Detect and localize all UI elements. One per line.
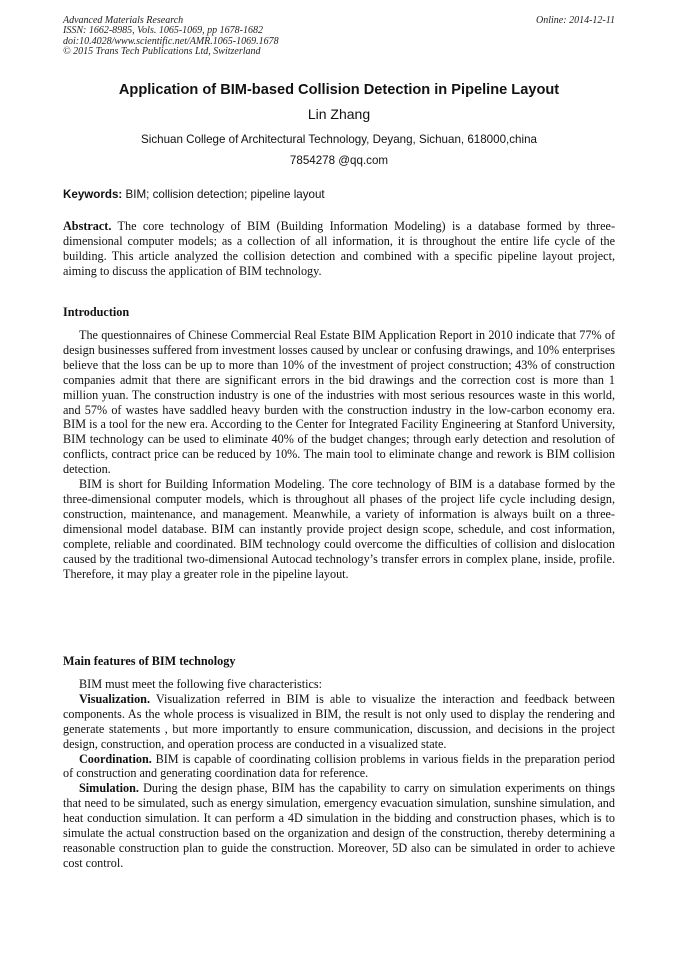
intro-paragraph-2: BIM is short for Building Information Modeling. The core technology of BIM is a database formed by the three-dimensional computer models, which is throughout all phases of the project life cycle including design, construction, maintenance, and management. Meanwhile, a variety of information is always built on a three-dimensional model database. BIM can instantly provide project design scope, schedule, and cost information, complete, reliable and coordinated. BIM technology could overcome the difficulties of collision and dislocation caused by the traditional two-dimensional Autocad technology’s transfer errors in complex plane, inside, profile. Therefore, it may play a greater role in the pipeline layout. <box>63 477 615 581</box>
copyright-line: © 2015 Trans Tech Publications Ltd, Switzerland <box>63 46 261 58</box>
simulation-text: During the design phase, BIM has the capability to carry on simulation experiments on things that need to be simulated, such as energy simulation, emergency evacuation simulation, sunshine simulation, and heat conduction simulation. It can perform a 4D simulation in the bidding and construction phases, which is to simulate the actual construction based on the organization and design of the construction, thereby determining a reasonable construction plan to guide the construction. Moreover, 5D also can be simulated in order to achieve cost control. <box>63 781 615 870</box>
visualization-text: Visualization referred in BIM is able to visualize the interaction and feedback between components. As the whole process is visualized in BIM, the result is not only used to display the rendering and generate statements , but more importantly to ensure communication, discussion, and decisions in the project design, construction, and operation process are conducted in a visualized state. <box>63 691 616 751</box>
author-email: 7854278 @qq.com <box>289 154 389 167</box>
author-name: Lin Zhang <box>307 106 371 122</box>
intro-paragraph-1: The questionnaires of Chinese Commercial Real Estate BIM Application Report in 2010 indicate that 77% of design businesses suffered from investment losses caused by unclear or confusing drawings, and 10% enterprises believe that the loss can be up to more than 10% of the investment of project construction; 43% of construction companies admit that there are significant errors in the bid drawings and the correction cost is more than 1 million yuan. The construction industry is one of the industries with most serious resources waste in this world, and 57% of wastes have saddled heavy burden with the construction industry in the low-carbon economy era. BIM is a tool for the new era. According to the Center for Integrated Facility Engineering at Stanford University, BIM technology can be used to eliminate 40% of the budget changes; through early detection and resolution of conflicts, contract price can be reduced by 10%. The main tool to eliminate change and rework is BIM collision detection. <box>63 328 615 477</box>
doi-line: doi:10.4028/www.scientific.net/AMR.1065-1069.1678 <box>63 35 279 47</box>
abstract-section <box>63 219 615 279</box>
online-date: Online: 2014-12-11 <box>536 15 615 26</box>
journal-name: Advanced Materials Research <box>63 15 184 26</box>
simulation-label: Simulation. <box>79 781 139 796</box>
introduction-section <box>63 328 615 581</box>
issn-line: ISSN: 1662-8985, Vols. 1065-1069, pp 1678-1682 <box>63 25 263 37</box>
journal-header <box>63 16 279 58</box>
visualization-label: Visualization. <box>79 691 150 706</box>
keywords-text: BIM; collision detection; pipeline layout <box>125 188 325 201</box>
abstract-label: Abstract. <box>63 219 112 233</box>
paper-title: Application of BIM-based Collision Detection in Pipeline Layout <box>118 82 560 98</box>
coordination-label: Coordination. <box>79 751 152 766</box>
coordination-paragraph <box>63 752 615 782</box>
features-section <box>63 677 615 871</box>
abstract-text: The core technology of BIM (Building Information Modeling) is a database formed by three-dimensional computer models; as a collection of all information, it is throughout the entire life cycle of the building. This article analyzed the collision detection and combined with a specific pipeline layout project, aiming to discuss the application of BIM technology. <box>63 219 615 278</box>
visualization-paragraph <box>63 692 615 752</box>
keywords-label: Keywords: <box>63 188 123 201</box>
keywords-line <box>63 188 325 201</box>
author-affiliation: Sichuan College of Architectural Technology, Deyang, Sichuan, 618000,china <box>141 133 537 146</box>
features-heading: Main features of BIM technology <box>63 654 236 668</box>
introduction-heading: Introduction <box>63 305 130 319</box>
coordination-text: BIM is capable of coordinating collision problems in various fields in the preparation period of construction and generating coordination data for reference. <box>63 751 616 781</box>
features-intro: BIM must meet the following five characteristics: <box>79 677 323 691</box>
simulation-paragraph <box>63 781 615 870</box>
